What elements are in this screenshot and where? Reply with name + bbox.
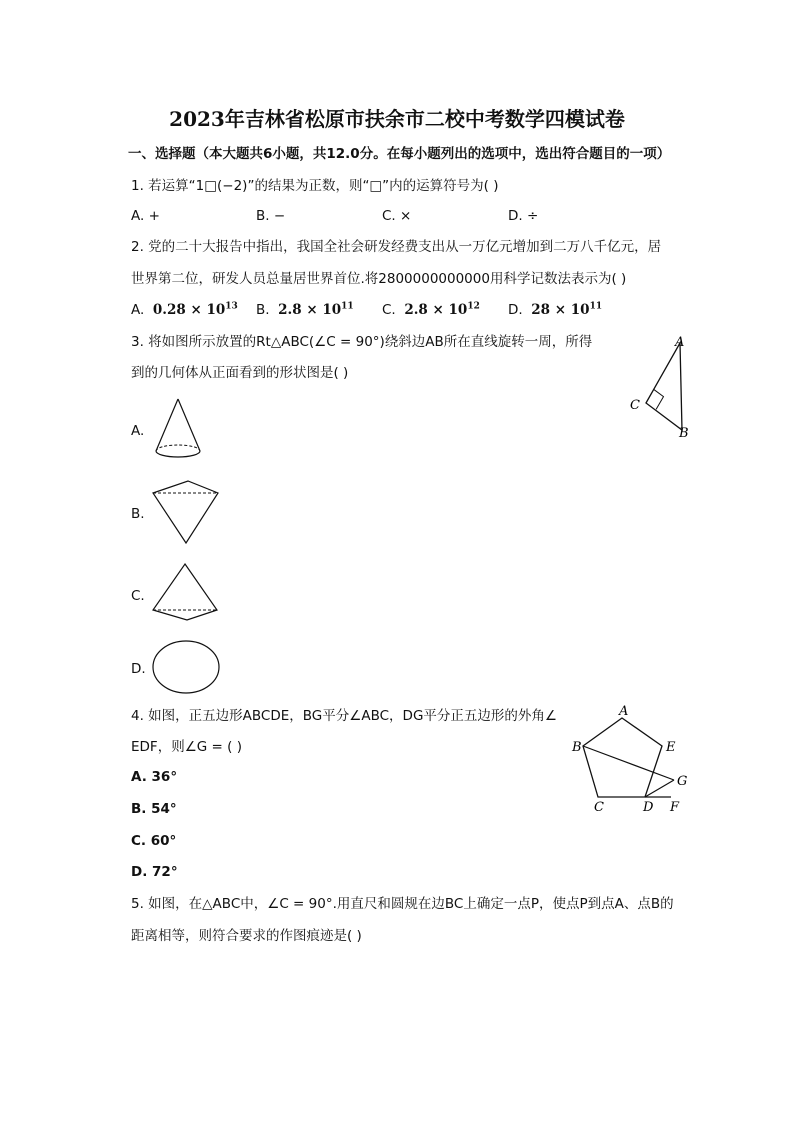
q3-option-a: A.	[131, 423, 145, 439]
question-1-stem: 1. 若运算“1□(−2)”的结果为正数，则“□”内的运算符号为( )	[131, 178, 499, 194]
q3-option-c: C.	[131, 588, 145, 604]
vertex-label-a: A	[619, 704, 629, 719]
vertex-label-c: C	[594, 800, 604, 815]
vertex-label-e: E	[666, 740, 676, 755]
q2-option-a: A. $0.28 \times 10^{13}$	[131, 301, 238, 318]
page-title: 2023年吉林省松原市扶余市二校中考数学四模试卷	[169, 107, 625, 131]
question-2-line-1: 2. 党的二十大报告中指出，我国全社会研发经费支出从一万亿元增加到二万八千亿元，居	[131, 239, 662, 255]
vertex-label-g: G	[677, 774, 688, 789]
question-3-line-2: 到的几何体从正面看到的形状图是( )	[131, 365, 349, 381]
vertex-label-b: B	[572, 740, 582, 755]
section-heading: 一、选择题（本大题共6小题，共12.0分。在每小题列出的选项中，选出符合题目的一项）	[128, 146, 671, 162]
question-4-line-1: 4. 如图，正五边形ABCDE，BG平分∠ABC，DG平分正五边形的外角∠	[131, 708, 558, 724]
q3-option-d: D.	[131, 661, 146, 677]
vertex-label-b: B	[679, 426, 689, 441]
cone-upright-icon	[150, 395, 210, 465]
vertex-label-d: D	[643, 800, 654, 815]
pentagon-figure	[565, 700, 695, 820]
vertex-label-c: C	[630, 398, 640, 413]
upright-triangle-shape	[150, 560, 225, 625]
q2-option-c: C. $2.8 \times 10^{12}$	[382, 301, 480, 318]
q1-option-d: D. ÷	[508, 208, 539, 224]
q4-option-b: B. 54°	[131, 801, 177, 817]
q1-option-a: A. +	[131, 208, 160, 224]
question-5-line-1: 5. 如图，在△ABC中，∠C = 90°.用直尺和圆规在边BC上确定一点P，使点P到点A、点B的	[131, 896, 674, 912]
inverted-triangle-shape	[150, 477, 225, 549]
vertex-label-a: A	[675, 335, 685, 350]
right-triangle-figure	[620, 330, 700, 445]
q1-option-c: C. ×	[382, 208, 412, 224]
q4-option-d: D. 72°	[131, 864, 178, 880]
q4-option-c: C. 60°	[131, 833, 177, 849]
q4-option-a: A. 36°	[131, 769, 178, 785]
q2-option-d: D. $28 \times 10^{11}$	[508, 301, 603, 318]
q2-option-b: B. $2.8 \times 10^{11}$	[256, 301, 354, 318]
circle-shape	[150, 638, 225, 696]
q1-option-b: B. −	[256, 208, 286, 224]
question-2-line-2: 世界第二位，研发人员总量居世界首位.将2800000000000用科学记数法表示为( )	[131, 271, 627, 287]
question-4-line-2: EDF，则∠G = ( )	[131, 739, 242, 755]
question-5-line-2: 距离相等，则符合要求的作图痕迹是( )	[131, 928, 362, 944]
vertex-label-f: F	[670, 800, 680, 815]
q3-option-b: B.	[131, 506, 145, 522]
question-3-line-1: 3. 将如图所示放置的Rt△ABC(∠C = 90°)绕斜边AB所在直线旋转一周，所得	[131, 334, 593, 350]
